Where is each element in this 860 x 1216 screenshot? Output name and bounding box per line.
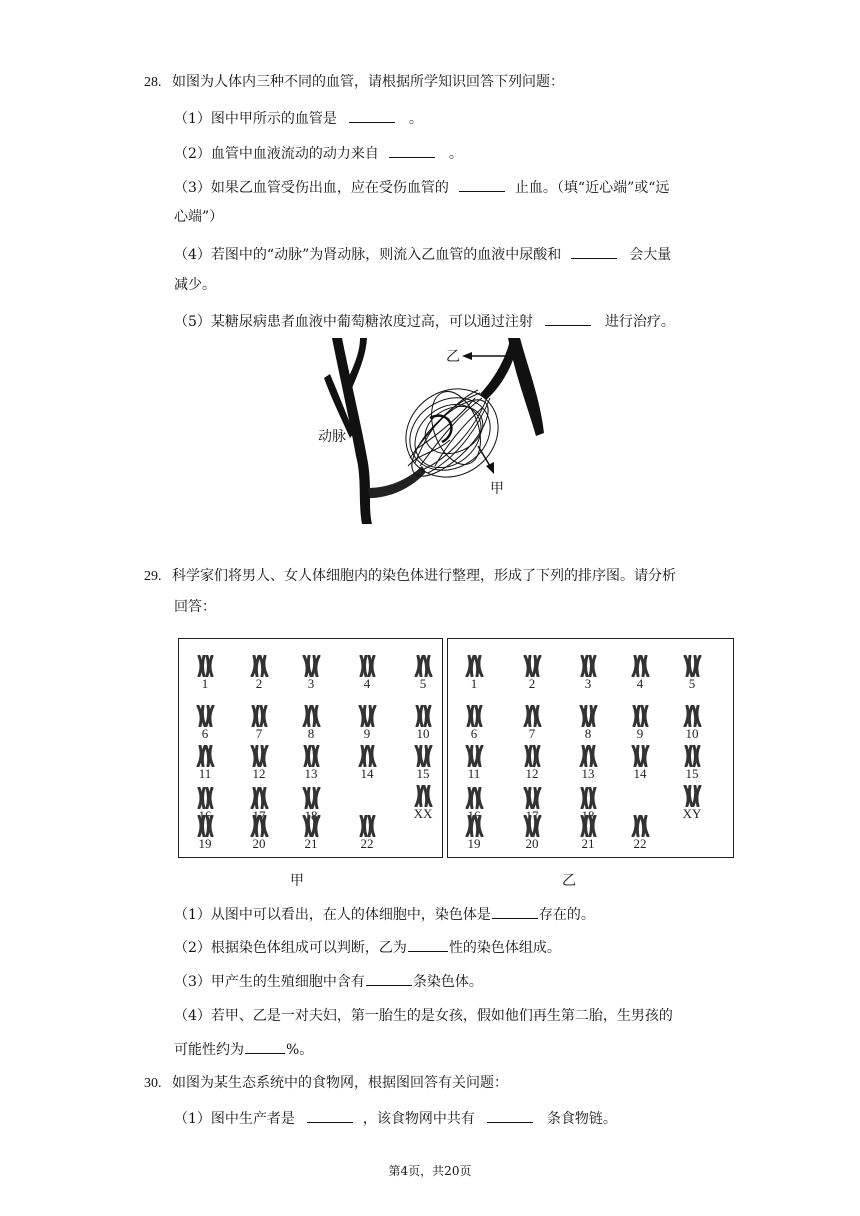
jia-chromosome-7 [247,705,271,727]
yi-chromosome-12 [520,745,544,767]
yi-chromosome-10 [680,705,704,727]
yi-chromosome-label: 1 [470,676,478,691]
jia-chromosome-xx [411,785,435,807]
jia-chromosome-9 [355,705,379,727]
jia-chromosome-label: 15 [416,766,430,781]
artery-branch-to-capillary [368,466,426,498]
jia-chromosome-12 [247,745,271,767]
q29-answer-blank-4[interactable] [245,1039,285,1054]
q28-sub4-end: 会大量 [629,247,672,263]
jia-chromosome-15 [411,745,435,767]
q28-stem-text: 如图为人体内三种不同的血管，请根据所学知识回答下列问题： [171,74,564,90]
jia-chromosome-14 [355,745,379,767]
q30-number: 30. [144,1076,162,1091]
q29-stem [144,566,676,587]
q28-sub1 [174,108,423,129]
label-jia: 甲 [490,481,504,497]
jia-chromosome-label: 10 [416,726,430,741]
yi-chromosome-label: 9 [636,726,644,741]
q29-sub2-end: 性的染色体组成。 [448,940,561,956]
jia-chromosome-label: 22 [360,836,374,851]
jia-chromosome-2 [247,655,271,677]
q29-sub4-cont [174,1039,313,1060]
jia-chromosome-6 [193,705,217,727]
q28-sub3-text: （3）如果乙血管受伤出血，应在受伤血管的 [174,180,449,196]
yi-chromosome-label: 8 [584,726,592,741]
q29-sub2-text: （2）根据染色体组成可以判断，乙为 [174,940,407,956]
q29-answer-blank-3[interactable] [366,971,412,986]
q28-sub3-cont: 心端”） [174,209,224,225]
yi-chromosome-label: 13 [581,766,595,781]
q28-answer-blank-3[interactable] [459,177,505,192]
yi-chromosome-9 [628,705,652,727]
yi-chromosome-label: 12 [525,766,539,781]
jia-chromosome-3 [299,655,323,677]
yi-chromosome-label: 18 [581,808,595,823]
yi-chromosome-17 [520,787,544,809]
arrow-head-yi [462,352,472,360]
jia-chromosome-label: 12 [252,766,266,781]
q30-answer-blank-2[interactable] [487,1108,533,1123]
yi-chromosome-label: 16 [467,808,481,823]
jia-chromosome-label: 2 [255,676,263,691]
q28-sub2-end: 。 [448,146,463,162]
yi-chromosome-label: 20 [525,836,539,851]
q28-sub4-text: （4）若图中的“动脉”为肾动脉，则流入乙血管的血液中尿酸和 [174,247,562,263]
yi-chromosome-6 [462,705,486,727]
jia-chromosome-5 [411,655,435,677]
q28-sub2-text: （2）血管中血液流动的动力来自 [174,146,379,162]
yi-chromosome-label: 5 [688,676,696,691]
jia-chromosome-18 [299,787,323,809]
q29-sub1 [174,904,595,925]
q30-stem-text: 如图为某生态系统中的食物网，根据图回答有关问题： [171,1075,508,1091]
q28-sub5-end: 进行治疗。 [604,314,675,330]
yi-chromosome-22 [628,815,652,837]
q28-stem [144,72,564,93]
jia-chromosome-label: 20 [252,836,266,851]
yi-chromosome-2 [520,655,544,677]
jia-chromosome-label: 9 [363,726,371,741]
q28-sub4 [174,244,671,265]
blood-vessel-figure [310,338,550,524]
yi-chromosome-label: 15 [685,766,699,781]
jia-chromosome-label: XX [413,806,433,821]
jia-chromosome-1 [193,655,217,677]
q28-sub3-end: 止血。（填“近心端”或“远 [514,180,670,196]
q30-sub1-end: 条食物链。 [546,1111,617,1127]
yi-chromosome-label: 10 [685,726,699,741]
caption-yi: 乙 [562,873,576,889]
jia-chromosome-label: 7 [255,726,263,741]
yi-chromosome-13 [576,745,600,767]
q30-answer-blank-1[interactable] [307,1108,353,1123]
yi-chromosome-19 [462,815,486,837]
jia-chromosome-label: 19 [198,836,212,851]
q29-sub4: （4）若甲、乙是一对夫妇，第一胎生的是女孩，假如他们再生第二胎，生男孩的 [174,1008,673,1024]
q30-sub1-text: （1）图中生产者是 [174,1111,295,1127]
jia-chromosome-label: 17 [252,808,266,823]
q29-sub4-end: %。 [286,1042,314,1058]
q28-answer-blank-4[interactable] [571,244,617,259]
yi-chromosome-label: XY [682,806,702,821]
yi-chromosome-label: 11 [467,766,481,781]
jia-chromosome-22 [355,815,379,837]
q29-number: 29. [144,569,162,584]
jia-chromosome-20 [247,815,271,837]
jia-chromosome-label: 3 [307,676,315,691]
jia-chromosome-16 [193,787,217,809]
jia-chromosome-19 [193,815,217,837]
caption-jia: 甲 [290,873,304,889]
yi-chromosome-label: 4 [636,676,644,691]
jia-chromosome-label: 5 [419,676,427,691]
q28-sub1-end: 。 [408,111,423,127]
q28-answer-blank-1[interactable] [349,108,395,123]
q28-sub5-text: （5）某糖尿病患者血液中葡萄糖浓度过高，可以通过注射 [174,314,533,330]
q28-answer-blank-2[interactable] [389,143,435,158]
yi-chromosome-20 [520,815,544,837]
label-yi: 乙 [446,349,460,365]
jia-chromosome-17 [247,787,271,809]
yi-chromosome-label: 17 [525,808,539,823]
q28-sub2 [174,143,463,164]
yi-chromosome-1 [462,655,486,677]
q28-sub5 [174,311,675,332]
page-footer: 第4页，共20页 [388,1164,472,1178]
yi-chromosome-4 [628,655,652,677]
jia-chromosome-10 [411,705,435,727]
jia-chromosome-label: 1 [201,676,209,691]
karyotype-panel-yi [447,638,734,858]
q29-sub2 [174,937,561,958]
q29-sub1-text: （1）从图中可以看出，在人的体细胞中，染色体是 [174,907,491,923]
yi-chromosome-label: 19 [467,836,481,851]
label-artery: 动脉 [318,429,346,445]
yi-chromosome-7 [520,705,544,727]
q29-answer-blank-1[interactable] [492,904,538,919]
yi-chromosome-label: 2 [528,676,536,691]
q29-sub3 [174,971,483,992]
jia-chromosome-label: 16 [198,808,212,823]
jia-chromosome-label: 21 [304,836,318,851]
q30-stem [144,1073,508,1094]
q29-sub4-cont-text: 可能性约为 [174,1042,244,1058]
yi-chromosome-label: 14 [633,766,647,781]
yi-chromosome-16 [462,787,486,809]
yi-chromosome-xy [680,785,704,807]
yi-chromosome-21 [576,815,600,837]
jia-chromosome-13 [299,745,323,767]
jia-chromosome-label: 8 [307,726,315,741]
q28-sub1-text: （1）图中甲所示的血管是 [174,111,337,127]
q28-sub4-cont: 减少。 [174,277,216,293]
q28-answer-blank-5[interactable] [545,311,591,326]
q30-sub1 [174,1108,617,1129]
q29-sub3-text: （3）甲产生的生殖细胞中含有 [174,974,365,990]
jia-chromosome-11 [193,745,217,767]
yi-chromosome-label: 22 [633,836,647,851]
yi-chromosome-label: 7 [528,726,536,741]
q30-sub1-mid: ，该食物网中共有 [362,1111,475,1127]
yi-chromosome-15 [680,745,704,767]
jia-chromosome-label: 13 [304,766,318,781]
jia-chromosome-21 [299,815,323,837]
yi-chromosome-8 [576,705,600,727]
q29-sub3-end: 条染色体。 [412,974,483,990]
jia-chromosome-8 [299,705,323,727]
vein-branch [480,340,518,400]
capillary-network [389,371,516,495]
jia-chromosome-label: 18 [304,808,318,823]
q28-number: 28. [144,75,162,90]
jia-chromosome-4 [355,655,379,677]
jia-chromosome-label: 11 [198,766,212,781]
q28-sub3 [174,177,669,198]
q29-sub1-end: 存在的。 [538,907,595,923]
arrow-head-jia [486,462,494,474]
jia-chromosome-label: 4 [363,676,371,691]
q29-answer-blank-2[interactable] [408,937,448,952]
yi-chromosome-18 [576,787,600,809]
yi-chromosome-label: 6 [470,726,478,741]
jia-chromosome-label: 14 [360,766,374,781]
yi-chromosome-11 [462,745,486,767]
karyotype-panel-jia [178,638,443,858]
q29-stem-text: 科学家们将男人、女人体细胞内的染色体进行整理，形成了下列的排序图。请分析 [171,568,676,584]
yi-chromosome-5 [680,655,704,677]
yi-chromosome-label: 21 [581,836,595,851]
yi-chromosome-3 [576,655,600,677]
yi-chromosome-14 [628,745,652,767]
q29-stem-cont: 回答： [174,599,216,615]
jia-chromosome-label: 6 [201,726,209,741]
yi-chromosome-label: 3 [584,676,592,691]
